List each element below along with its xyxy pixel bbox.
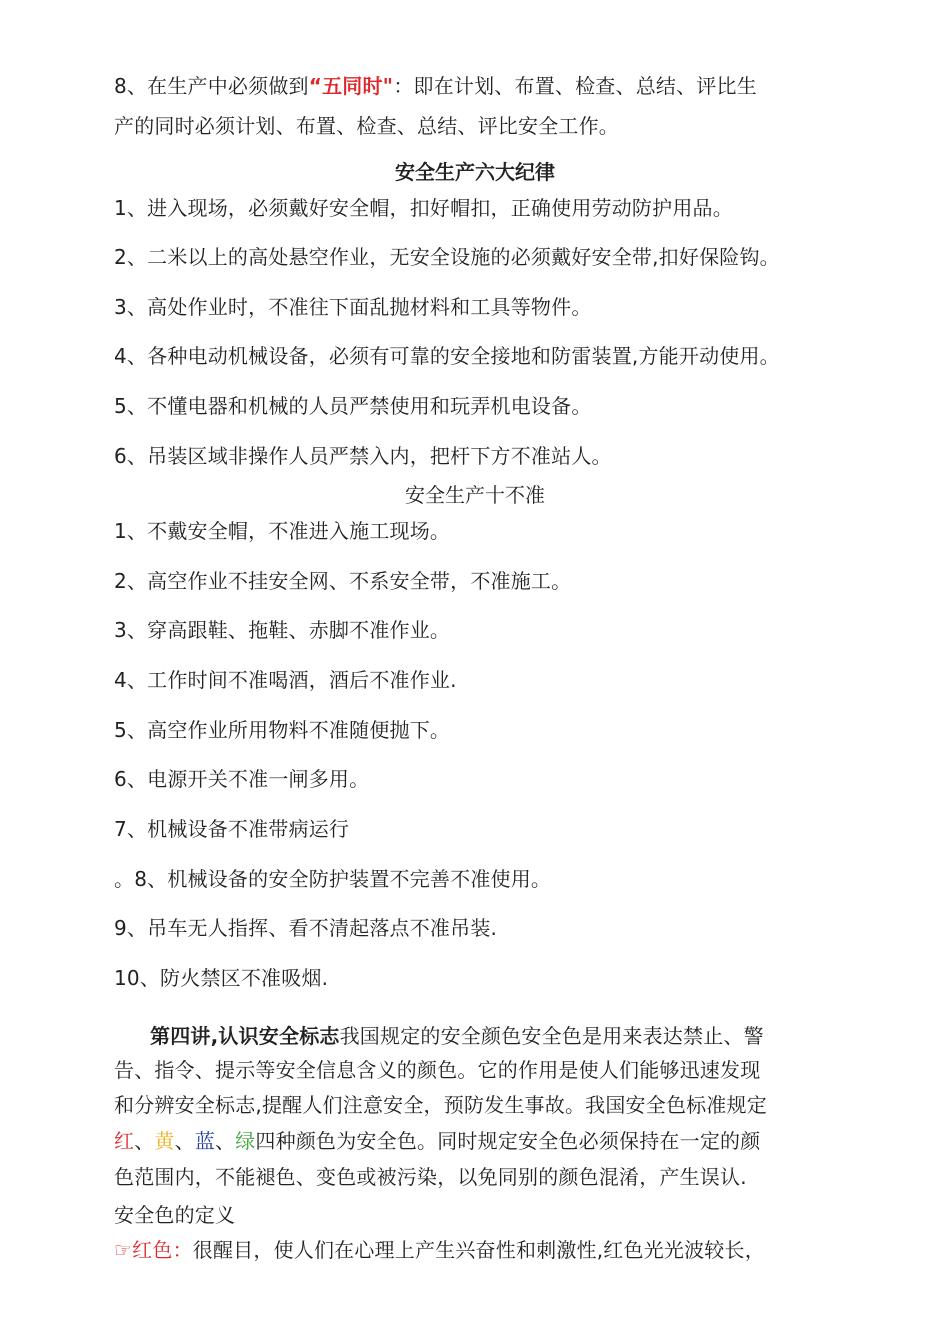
separator: 、 bbox=[134, 1129, 155, 1153]
ten-nots-item-8: 。8、机械设备的安全防护装置不完善不准使用。 bbox=[114, 867, 552, 891]
ten-nots-item-2: 2、高空作业不挂安全网、不系安全带，不准施工。 bbox=[114, 569, 572, 593]
rule-8-line-1 bbox=[114, 72, 757, 100]
ten-nots-item-7: 7、机械设备不准带病运行 bbox=[114, 817, 350, 841]
five-simultaneous-highlight: “五同时" bbox=[308, 74, 394, 98]
rule-8-suffix: ：即在计划、布置、检查、总结、评比生 bbox=[393, 74, 757, 98]
ten-nots-item-10: 10、防火禁区不准吸烟. bbox=[114, 966, 329, 990]
separator: 、 bbox=[174, 1129, 195, 1153]
safety-color-red: 红 bbox=[114, 1129, 135, 1153]
lecture4-line-1 bbox=[150, 1022, 764, 1050]
ten-nots-item-4: 4、工作时间不准喝酒，酒后不准作业. bbox=[114, 668, 457, 692]
six-rules-item-5: 5、不懂电器和机械的人员严禁使用和玩弄机电设备。 bbox=[114, 394, 592, 418]
lecture4-line-3: 和分辨安全标志,提醒人们注意安全，预防发生事故。我国安全色标准规定 bbox=[114, 1093, 767, 1117]
ten-nots-item-9: 9、吊车无人指挥、看不清起落点不准吊装. bbox=[114, 916, 498, 940]
six-rules-item-6: 6、吊装区域非操作人员严禁入内，把杆下方不准站人。 bbox=[114, 444, 612, 468]
red-definition-text: 很醒目，使人们在心理上产生兴奋性和刺激性,红色光光波较长， bbox=[192, 1238, 765, 1262]
pointing-hand-icon: ☞ bbox=[114, 1238, 133, 1262]
ten-nots-item-3: 3、穿高跟鞋、拖鞋、赤脚不准作业。 bbox=[114, 618, 451, 642]
lecture4-line-5: 色范围内，不能褪色、变色或被污染，以免同别的颜色混淆，产生误认. bbox=[114, 1165, 747, 1189]
separator: 、 bbox=[215, 1129, 236, 1153]
rule-8-line-2: 产的同时必须计划、布置、检查、总结、评比安全工作。 bbox=[114, 114, 619, 138]
red-definition-line bbox=[114, 1236, 765, 1264]
six-rules-item-3: 3、高处作业时，不准往下面乱抛材料和工具等物件。 bbox=[114, 295, 592, 319]
lecture4-intro: 我国规定的安全颜色安全色是用来表达禁止、警 bbox=[339, 1024, 764, 1048]
safety-color-blue: 蓝 bbox=[194, 1129, 216, 1153]
six-rules-item-4: 4、各种电动机械设备，必须有可靠的安全接地和防雷装置,方能开动使用。 bbox=[114, 344, 780, 368]
six-rules-item-2: 2、二米以上的高处悬空作业，无安全设施的必须戴好安全带,扣好保险钩。 bbox=[114, 245, 780, 269]
red-definition-label: 红色： bbox=[132, 1238, 193, 1262]
rule-8-prefix: 8、在生产中必须做到 bbox=[114, 74, 309, 98]
ten-nots-item-6: 6、电源开关不准一闸多用。 bbox=[114, 767, 370, 791]
six-rules-item-1: 1、进入现场，必须戴好安全帽，扣好帽扣，正确使用劳动防护用品。 bbox=[114, 196, 733, 220]
lecture4-heading: 第四讲,认识安全标志 bbox=[150, 1024, 340, 1048]
lecture4-line-2: 告、指令、提示等安全信息含义的颜色。它的作用是使人们能够迅速发现 bbox=[114, 1058, 761, 1082]
definition-title: 安全色的定义 bbox=[114, 1203, 236, 1227]
lecture4-line-4-text: 四种颜色为安全色。同时规定安全色必须保持在一定的颜 bbox=[255, 1129, 761, 1153]
six-rules-title: 安全生产六大纪律 bbox=[395, 160, 555, 184]
safety-color-green: 绿 bbox=[235, 1129, 256, 1153]
ten-nots-item-5: 5、高空作业所用物料不准随便抛下。 bbox=[114, 718, 451, 742]
safety-color-yellow: 黄 bbox=[154, 1129, 175, 1153]
ten-nots-title: 安全生产十不准 bbox=[405, 483, 545, 507]
lecture4-line-4 bbox=[114, 1127, 760, 1155]
ten-nots-item-1: 1、不戴安全帽，不准进入施工现场。 bbox=[114, 519, 451, 543]
